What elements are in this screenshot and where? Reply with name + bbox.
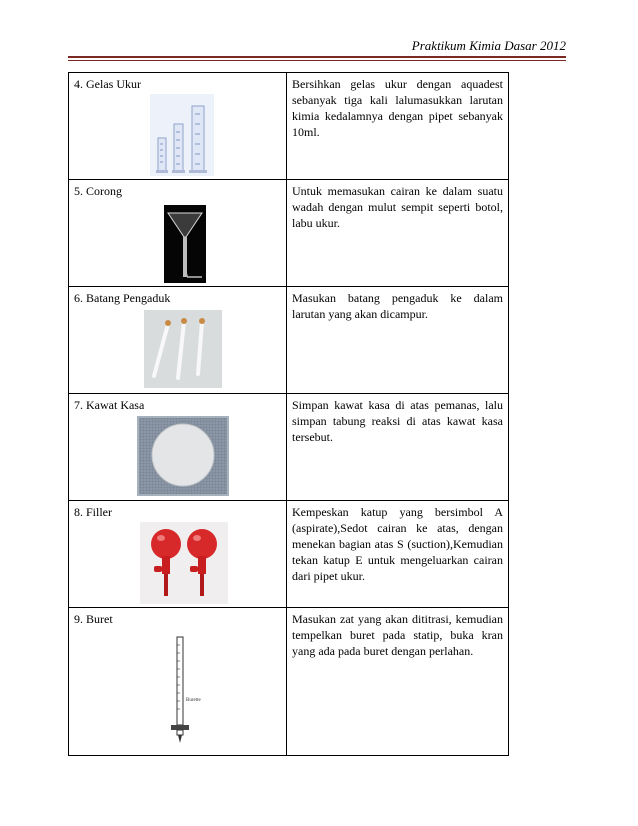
table-row: [69, 501, 509, 608]
equipment-cell: [69, 501, 287, 608]
description-cell: [287, 394, 509, 501]
equipment-description: Bersihkan gelas ukur dengan aquadest sebanyak tiga kali lalumasukkan larutan kimia kedalamnya dengan pipet sebanyak 10ml.: [292, 77, 503, 139]
equipment-cell: [69, 180, 287, 287]
equipment-description: Untuk memasukan cairan ke dalam suatu wadah dengan mulut sempit seperti botol, labu ukur.: [292, 184, 503, 230]
header-rule-thick: [68, 56, 566, 58]
burette-icon: [74, 629, 284, 745]
wire-gauze-icon: [74, 415, 284, 497]
equipment-description: Masukan zat yang akan dititrasi, kemudian tempelkan buret pada statip, buka kran yang ada pada buret dengan perlahan.: [292, 612, 503, 658]
table-row: [69, 287, 509, 394]
header-rule-thin: [68, 60, 566, 61]
description-cell: [287, 501, 509, 608]
equipment-cell: [69, 394, 287, 501]
description-cell: [287, 287, 509, 394]
pipette-filler-icon: [74, 522, 284, 604]
equipment-name: 4. Gelas Ukur: [74, 77, 141, 91]
equipment-cell: [69, 608, 287, 756]
description-cell: [287, 73, 509, 180]
burette-label: Burette: [186, 698, 201, 703]
equipment-name: 6. Batang Pengaduk: [74, 291, 171, 305]
stirring-rod-icon: [74, 308, 284, 390]
page-header: Praktikum Kimia Dasar 2012: [411, 38, 566, 53]
equipment-name: 7. Kawat Kasa: [74, 398, 145, 412]
description-cell: [287, 608, 509, 756]
equipment-description: Kempeskan katup yang bersimbol A (aspirate),Sedot cairan ke atas, dengan menekan bagian atas S (suction),Kemudian tekan katup E untuk mengeluarkan cairan dari pipet ukur.: [292, 505, 503, 583]
table-row: [69, 73, 509, 180]
equipment-name: 9. Buret: [74, 612, 113, 626]
equipment-description: Simpan kawat kasa di atas pemanas, lalu simpan tabung reaksi di atas kawat kasa tersebut.: [292, 398, 503, 444]
equipment-table: [68, 72, 509, 756]
table-row: [69, 608, 509, 756]
equipment-description: Masukan batang pengaduk ke dalam larutan yang akan dicampur.: [292, 291, 503, 321]
table-row: [69, 180, 509, 287]
equipment-cell: [69, 287, 287, 394]
description-cell: [287, 180, 509, 287]
equipment-name: 5. Corong: [74, 184, 122, 198]
graduated-cylinder-icon: [74, 94, 284, 176]
funnel-icon: [74, 201, 284, 283]
table-row: [69, 394, 509, 501]
equipment-name: 8. Filler: [74, 505, 112, 519]
equipment-cell: [69, 73, 287, 180]
